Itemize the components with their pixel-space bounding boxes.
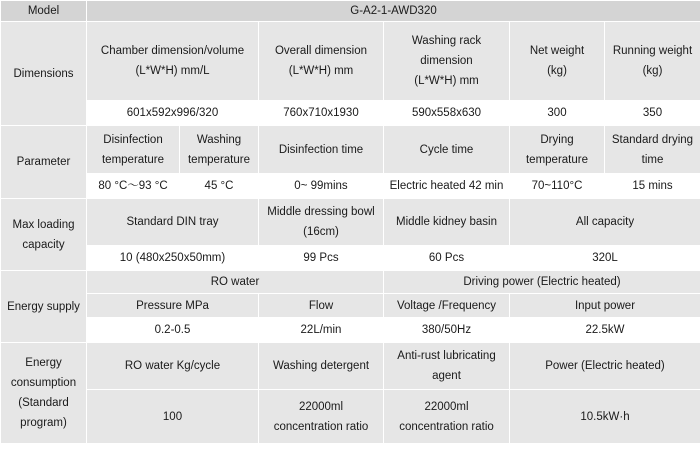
parameter-value-drying-time: 15 mins [605,174,700,199]
parameter-label: Parameter [1,126,87,199]
dimensions-header-running-weight: Running weight (kg) [605,22,700,101]
max-loading-header-row [1,199,700,246]
max-loading-header-kidney-basin: Middle kidney basin [384,199,510,246]
energy-supply-header-voltage: Voltage /Frequency [384,294,510,318]
parameter-header-drying-time: Standard drying time [605,126,700,174]
model-value: G-A2-1-AWD320 [87,1,700,22]
energy-consumption-value-power: 10.5kW·h [510,390,700,444]
energy-supply-header-flow: Flow [259,294,384,318]
parameter-value-disinfection-time: 0~ 99mins [259,174,384,199]
energy-consumption-value-ro-water: 100 [87,390,259,444]
max-loading-value-din-tray: 10 (480x250x50mm) [87,246,259,271]
model-label: Model [1,1,87,22]
energy-supply-header-row [1,294,700,318]
dimensions-value-running-weight: 350 [605,101,700,126]
parameter-value-disinfection-temp: 80 °C～93 °C [87,174,180,199]
dimensions-values-row [1,101,700,126]
energy-supply-header-input-power: Input power [510,294,700,318]
parameter-value-cycle-time: Electric heated 42 min [384,174,510,199]
dimensions-value-washing-rack: 590x558x630 [384,101,510,126]
dimensions-value-net-weight: 300 [510,101,605,126]
energy-consumption-header-detergent: Washing detergent [259,343,384,390]
dimensions-header-washing-rack: Washing rack dimension (L*W*H) mm [384,22,510,101]
max-loading-value-all-capacity: 320L [510,246,700,271]
energy-consumption-label: Energy consumption (Standard program) [1,343,87,444]
energy-supply-group-driving-power: Driving power (Electric heated) [384,271,700,294]
parameter-values-row [1,174,700,199]
energy-consumption-header-row [1,343,700,390]
energy-supply-value-flow: 22L/min [259,318,384,343]
parameter-value-drying-temp: 70~110°C [510,174,605,199]
dimensions-label: Dimensions [1,22,87,126]
max-loading-value-dressing-bowl: 99 Pcs [259,246,384,271]
energy-consumption-header-ro-water: RO water Kg/cycle [87,343,259,390]
max-loading-label: Max loading capacity [1,199,87,271]
parameter-header-disinfection-temp: Disinfection temperature [87,126,180,174]
dimensions-header-overall: Overall dimension (L*W*H) mm [259,22,384,101]
dimensions-value-overall: 760x710x1930 [259,101,384,126]
energy-supply-value-voltage: 380/50Hz [384,318,510,343]
energy-consumption-value-detergent: 22000ml concentration ratio [259,390,384,444]
parameter-value-washing-temp: 45 °C [180,174,259,199]
energy-supply-group-row [1,271,700,294]
energy-supply-group-ro-water: RO water [87,271,384,294]
parameter-header-cycle-time: Cycle time [384,126,510,174]
energy-supply-value-pressure: 0.2-0.5 [87,318,259,343]
dimensions-value-chamber: 601x592x996/320 [87,101,259,126]
energy-supply-values-row [1,318,700,343]
energy-supply-value-input-power: 22.5kW [510,318,700,343]
max-loading-header-all-capacity: All capacity [510,199,700,246]
model-row [1,1,700,22]
dimensions-header-row [1,22,700,101]
energy-consumption-header-power: Power (Electric heated) [510,343,700,390]
parameter-header-washing-temp: Washing temperature [180,126,259,174]
energy-consumption-values-row [1,390,700,444]
max-loading-values-row [1,246,700,271]
parameter-header-drying-temp: Drying temperature [510,126,605,174]
parameter-header-disinfection-time: Disinfection time [259,126,384,174]
max-loading-value-kidney-basin: 60 Pcs [384,246,510,271]
energy-supply-label: Energy supply [1,271,87,343]
max-loading-header-din-tray: Standard DIN tray [87,199,259,246]
dimensions-header-chamber: Chamber dimension/volume (L*W*H) mm/L [87,22,259,101]
max-loading-header-dressing-bowl: Middle dressing bowl (16cm) [259,199,384,246]
energy-supply-header-pressure: Pressure MPa [87,294,259,318]
dimensions-header-net-weight: Net weight (kg) [510,22,605,101]
parameter-header-row [1,126,700,174]
energy-consumption-value-lubricating-agent: 22000ml concentration ratio [384,390,510,444]
energy-consumption-header-lubricating-agent: Anti-rust lubricating agent [384,343,510,390]
